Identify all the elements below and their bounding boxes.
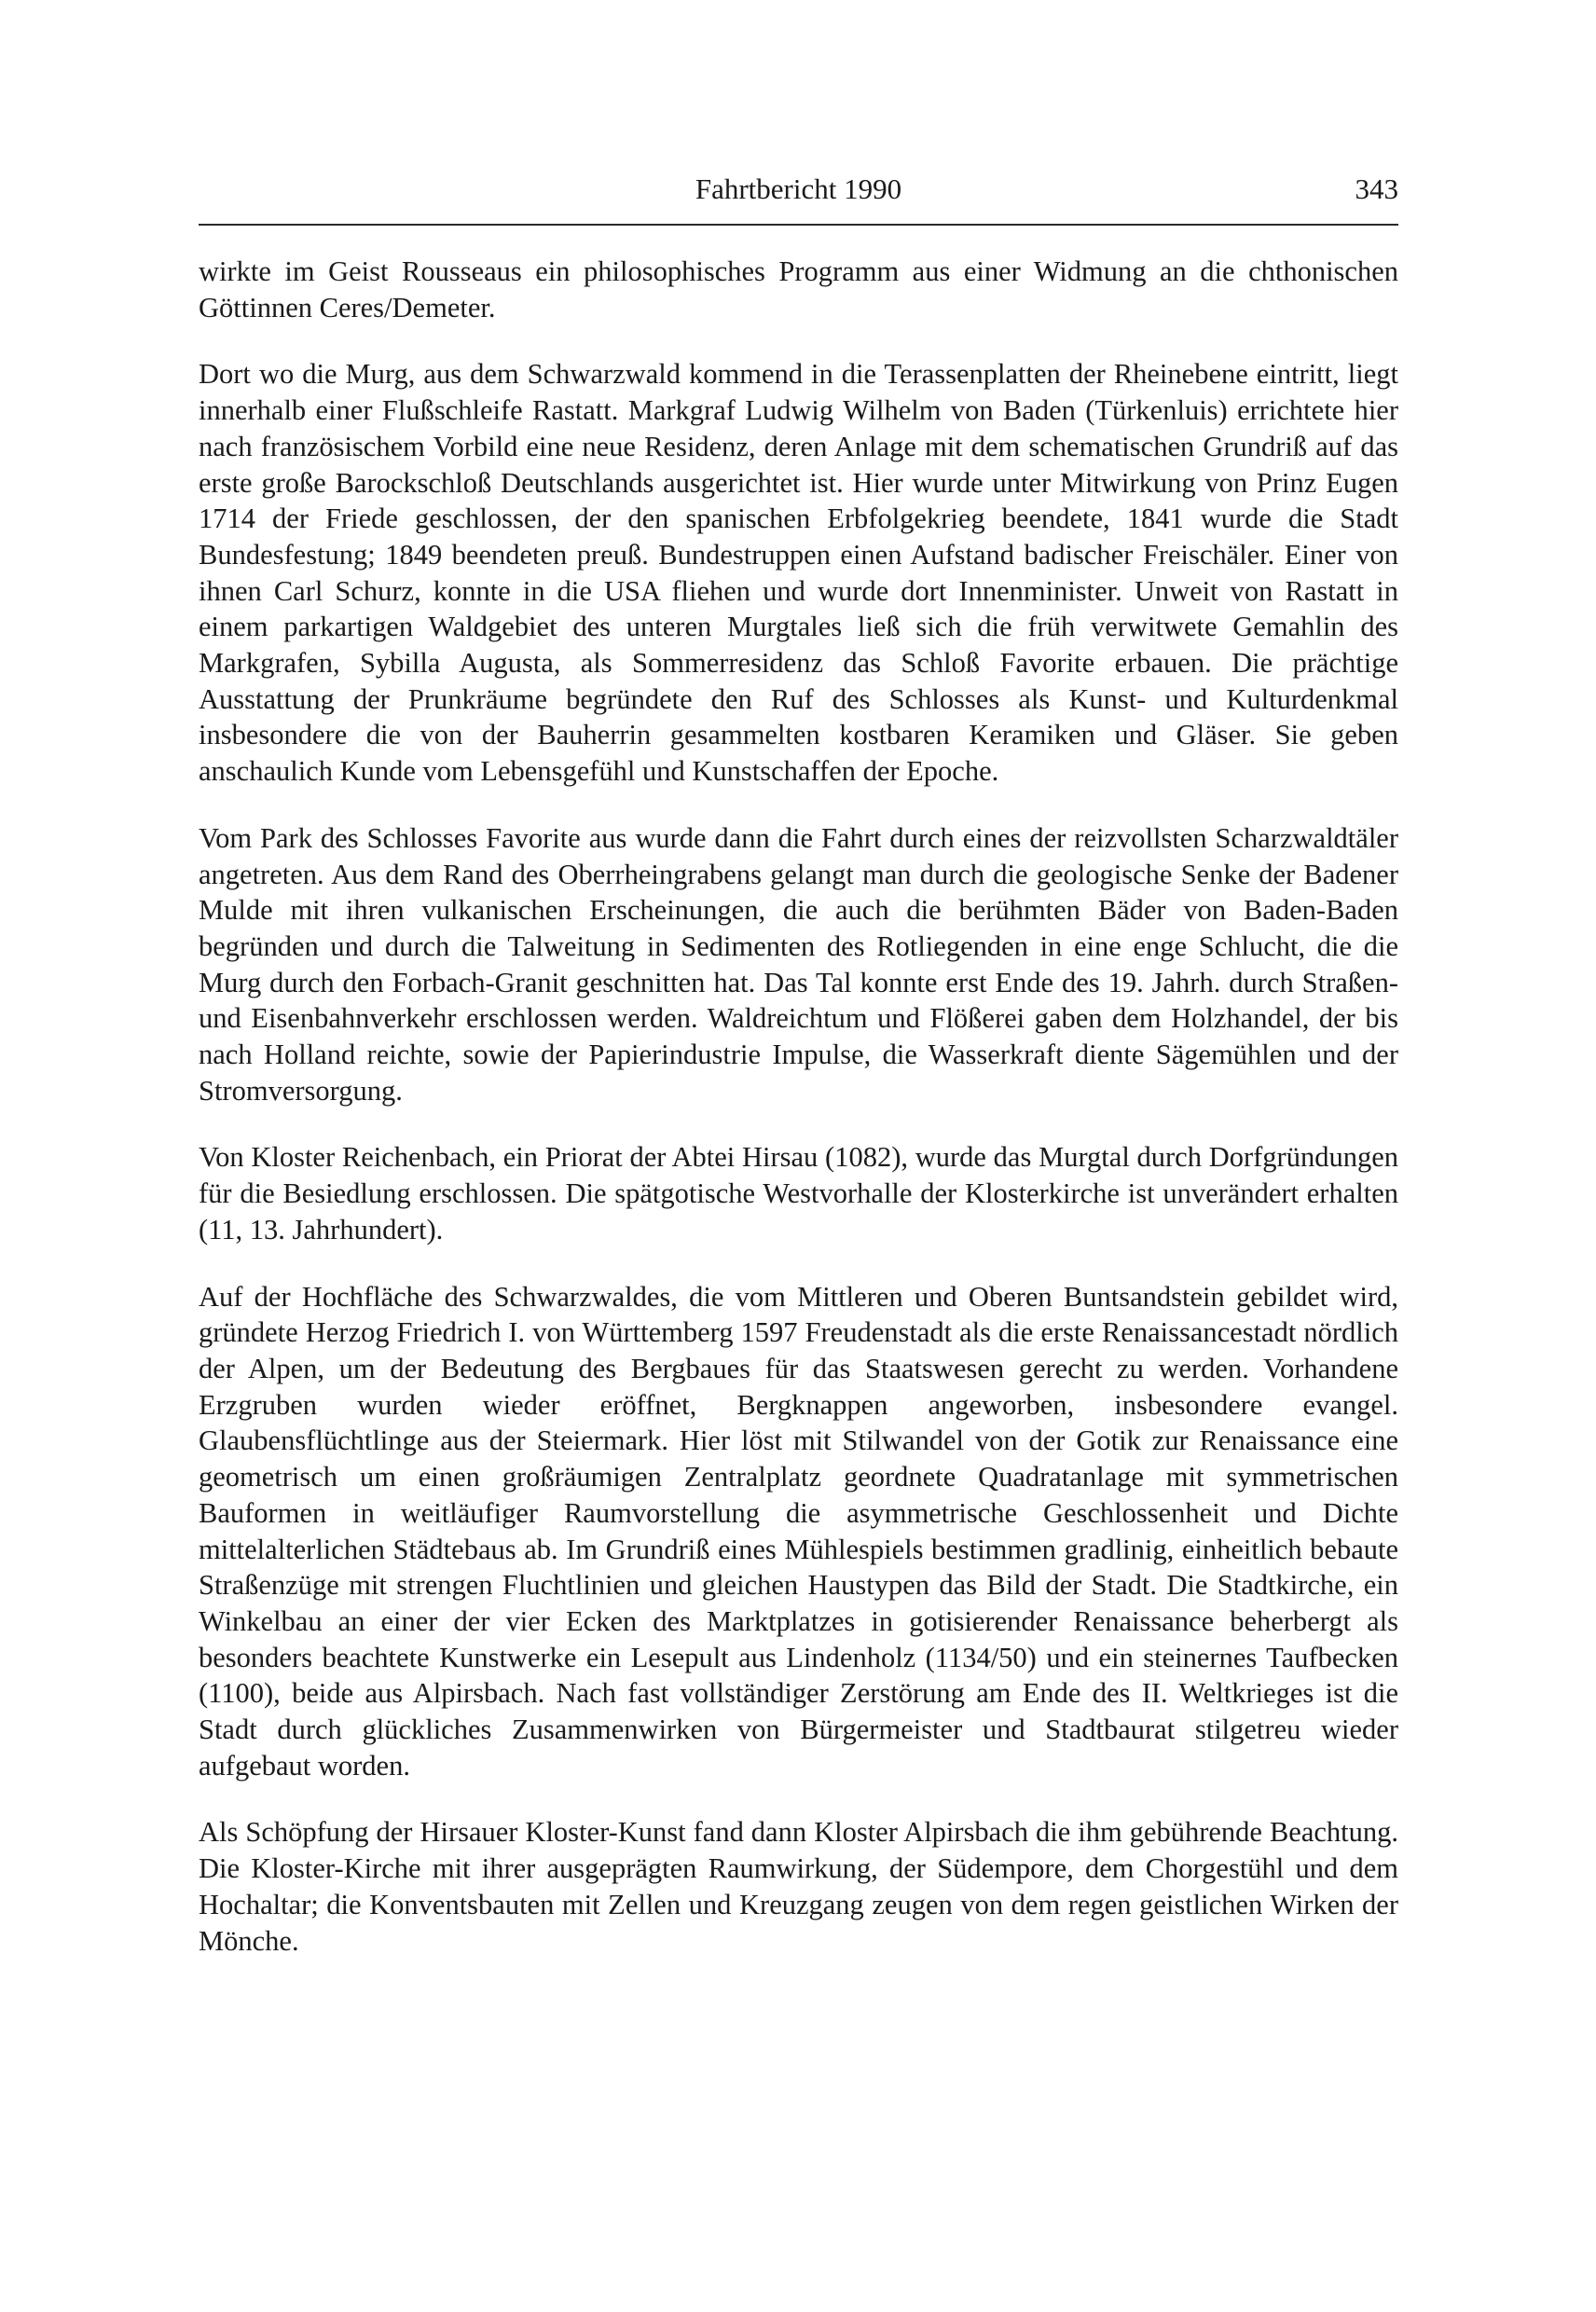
- paragraph-5: Auf der Hochfläche des Schwarzwaldes, die vom Mittleren und Oberen Buntsandstein gebildet wird, gründete Herzog Friedrich I. von Württemberg 1597 Freudenstadt als die erste Renaissancestadt nördlich der Alpen, um der Bedeutung des Bergbaues für das Staatswesen gerecht zu werden. Vorhandene Erzgruben wurden wieder eröffnet, Bergknappen angeworben, insbesondere evangel. Glaubensflüchtlinge aus der Steiermark. Hier löst mit Stilwandel von der Gotik zur Renaissance eine geometrisch um einen großräumigen Zentralplatz geordnete Quadratanlage mit symmetrischen Bauformen in weitläufiger Raumvorstellung die asymmetrische Geschlossenheit und Dichte mittelalterlichen Städtebaus ab. Im Grundriß eines Mühlespiels bestimmen gradlinig, einheitlich bebaute Straßenzüge mit strengen Fluchtlinien und gleichen Haustypen das Bild der Stadt. Die Stadtkirche, ein Winkelbau an einer der vier Ecken des Marktplatzes in gotisierender Renaissance beherbergt als besonders beachtete Kunstwerke ein Lesepult aus Lindenholz (1134/50) und ein steinernes Taufbecken (1100), beide aus Alpirsbach. Nach fast vollständiger Zerstörung am Ende des II. Weltkrieges ist die Stadt durch glückliches Zusammenwirken von Bürgermeister und Stadtbaurat stilgetreu wieder aufgebaut worden.: [199, 1280, 1398, 1782]
- header-rule: [199, 224, 1398, 226]
- page-number: 343: [1355, 172, 1398, 205]
- paragraph-1: wirkte im Geist Rousseaus ein philosophisches Programm aus einer Widmung an die chthonischen Göttinnen Ceres/Demeter.: [199, 255, 1398, 323]
- running-title: Fahrtbericht 1990: [695, 172, 902, 205]
- paragraph-3: Vom Park des Schlosses Favorite aus wurde dann die Fahrt durch eines der reizvollsten Scharzwaldtäler angetreten. Aus dem Rand des Oberrheingrabens gelangt man durch die geologische Senke der Badener Mulde mit ihren vulkanischen Erscheinungen, die auch die berühmten Bäder von Baden-Baden begründen und durch die Talweitung in Sedimenten des Rotliegenden in eine enge Schlucht, die die Murg durch den Forbach-Granit geschnitten hat. Das Tal konnte erst Ende des 19. Jahrh. durch Straßen- und Eisenbahnverkehr erschlossen werden. Waldreichtum und Flößerei gaben dem Holzhandel, der bis nach Holland reichte, sowie der Papierindustrie Impulse, die Wasserkraft diente Sägemühlen und der Stromversorgung.: [199, 821, 1398, 1107]
- paragraph-4: Von Kloster Reichenbach, ein Priorat der Abtei Hirsau (1082), wurde das Murgtal durch Dorfgründungen für die Besiedlung erschlossen. Die spätgotische Westvorhalle der Klosterkirche ist unverändert erhalten (11, 13. Jahrhundert).: [199, 1141, 1398, 1245]
- paragraph-6: Als Schöpfung der Hirsauer Kloster-Kunst fand dann Kloster Alpirsbach die ihm gebührende Beachtung. Die Kloster-Kirche mit ihrer ausgeprägten Raumwirkung, der Südempore, dem Chorgestühl und dem Hochaltar; die Konventsbauten mit Zellen und Kreuzgang zeugen von dem regen geistlichen Wirken der Mönche.: [199, 1816, 1398, 1957]
- body-text: [199, 254, 1398, 1959]
- running-header: [199, 168, 1398, 211]
- document-page: [199, 168, 1398, 1989]
- paragraph-2: Dort wo die Murg, aus dem Schwarzwald kommend in die Terassenplatten der Rheinebene eintritt, liegt innerhalb einer Flußschleife Rastatt. Markgraf Ludwig Wilhelm von Baden (Türkenluis) errichtete hier nach französischem Vorbild eine neue Residenz, deren Anlage mit dem schematischen Grundriß auf das erste große Barockschloß Deutschlands ausgerichtet ist. Hier wurde unter Mitwirkung von Prinz Eugen 1714 der Friede geschlossen, der den spanischen Erbfolgekrieg beendete, 1841 wurde die Stadt Bundesfestung; 1849 beendeten preuß. Bundestruppen einen Aufstand badischer Freischäler. Einer von ihnen Carl Schurz, konnte in die USA fliehen und wurde dort Innenminister. Unweit von Rastatt in einem parkartigen Waldgebiet des unteren Murgtales ließ sich die früh verwitwete Gemahlin des Markgrafen, Sybilla Augusta, als Sommerresidenz das Schloß Favorite erbauen. Die prächtige Ausstattung der Prunkräume begründete den Ruf des Schlosses als Kunst- und Kulturdenkmal insbesondere die von der Bauherrin gesammelten kostbaren Keramiken und Gläser. Sie geben anschaulich Kunde vom Lebensgefühl und Kunstschaffen der Epoche.: [199, 358, 1398, 788]
